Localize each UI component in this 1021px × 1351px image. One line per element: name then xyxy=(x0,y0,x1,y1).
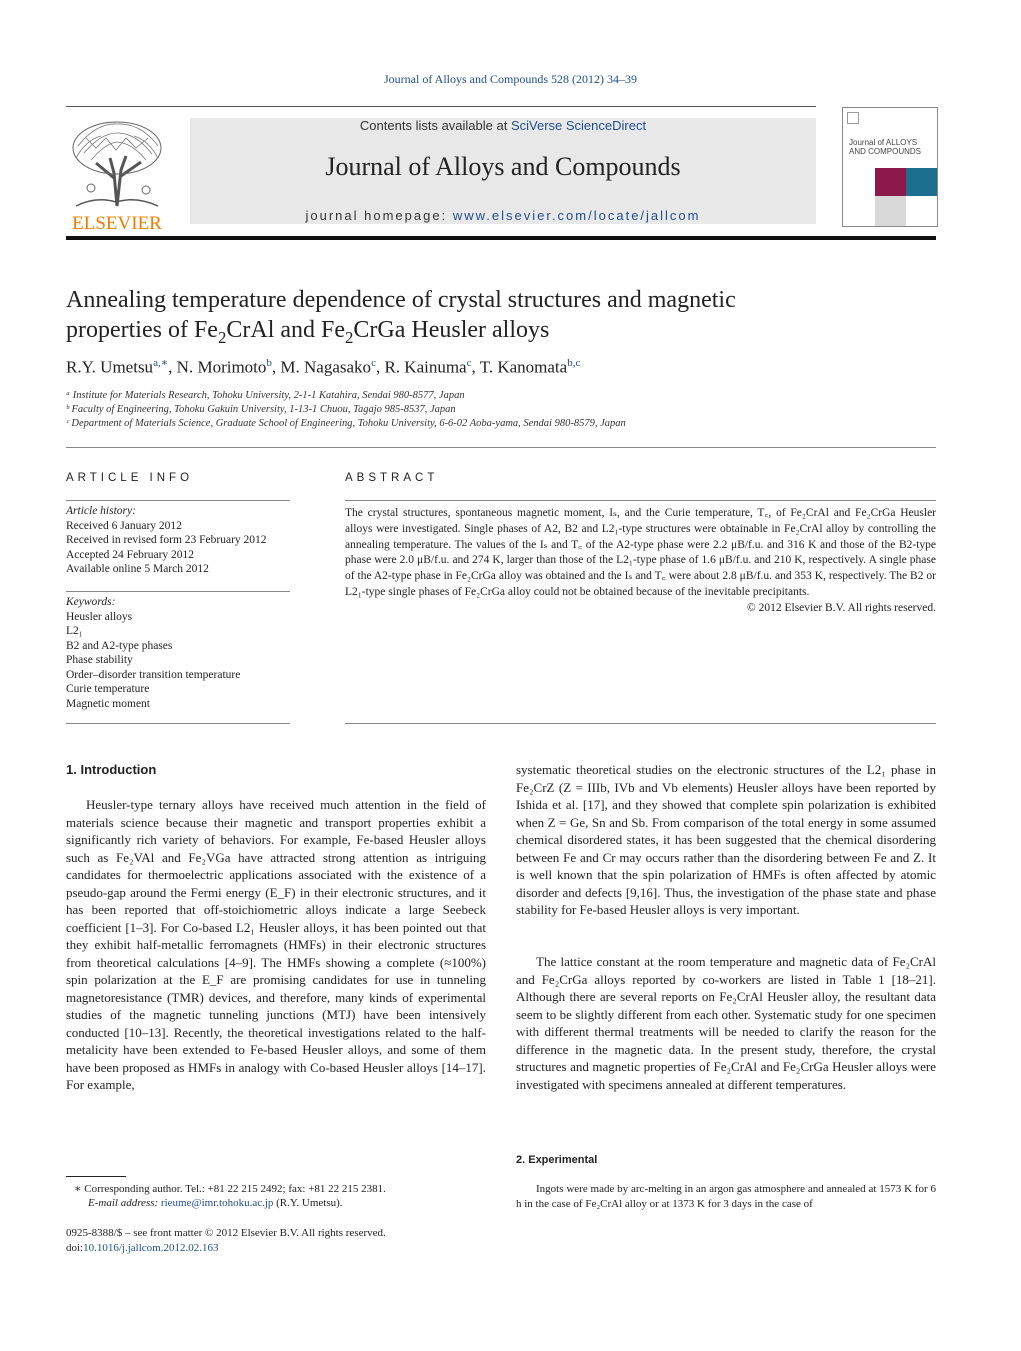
cover-title: Journal of ALLOYS AND COMPOUNDS xyxy=(849,138,922,156)
intro-paragraph: The lattice constant at the room temperature and magnetic data of Fe₂CrAl and Fe₂CrGa alloys reported by co-workers are listed in Table 1 [18–21]. Although there are several reports on Fe₂CrAl Heusler alloy, the resultant data seem to be slightly different from each other. Systematic study for one specimen with different thermal treatments will be needed to clarify the reason for the difference in the magnetic data. In the present study, therefore, the crystal structures and magnetic properties of Fe₂CrAl and Fe₂CrGa Heusler alloys were investigated with specimens annealed at different temperatures. xyxy=(516,954,936,1092)
author-name: R. Kainuma xyxy=(384,357,467,377)
history-item: Received in revised form 23 February 2012 xyxy=(66,534,267,546)
author-affil-link[interactable]: a,∗ xyxy=(153,357,169,369)
keyword: B2 and A2-type phases xyxy=(66,639,173,652)
keyword: Magnetic moment xyxy=(66,697,150,710)
intro-paragraph: Heusler-type ternary alloys have received much attention in the field of materials science because their magnetic and transport properties exhibit a significantly rich variety of behaviors. For example, Fe-based Heusler alloys such as Fe₂VAl and Fe₂VGa have attracted strong attention as intriguing candidates for thermoelectric applications associated with the existence of a pseudo-gap around the Fermi energy (E_F) in their electronic structures, and it has been reported that off-stoichiometric alloys indicate a large Seebeck coefficient [1–3]. For Co-based L2₁ Heusler alloys, it has been pointed out that they exhibit half-metallic ferromagnets (HMFs) in their electronic structures from theoretical calculations [4–9]. The HMFs showing a complete (≈100%) spin polarization at the E_F are promising candidates for use in tunneling magnetoresistance (TMR) devices, and therefore, many kinds of experimental studies of the magnetic tunneling junctions (MTJ) have been intensively conducted [10–13]. Recently, the theoretical investigations related to the half-metalicity have been extended to Fe-based Heusler alloys, and some of them have been proposed as HMFs in analogy with Co-based Heusler alloys [14–17]. For example, xyxy=(66,797,486,1092)
author-affil-link[interactable]: c xyxy=(466,357,472,369)
author-name: R.Y. Umetsu xyxy=(66,357,154,377)
info-rule xyxy=(66,591,290,592)
info-rule xyxy=(66,723,290,724)
author-list: R.Y. Umetsu$^{a,∗}$, N. Morimoto$^b$, M. Nagasako$^c$, R. Kainuma$^c$, T. Kanomata$^{b,c}$ xyxy=(66,357,581,377)
keywords: Keywords: Heusler alloys L2₁ B2 and A2-type phases Phase stability Order–disorder transition temperature Curie temperature Magnetic moment xyxy=(66,595,290,711)
copyright: © 2012 Elsevier B.V. All rights reserved. xyxy=(747,601,936,614)
history-item: Received 6 January 2012 xyxy=(66,519,182,532)
abstract-rule xyxy=(345,500,936,501)
journal-title: Journal of Alloys and Compounds xyxy=(325,152,681,181)
contents-line: Contents lists available at SciVerse ScienceDirect xyxy=(359,118,647,133)
elsevier-logo[interactable] xyxy=(66,118,168,234)
article-title: Annealing temperature dependence of crystal structures and magnetic properties of $Fe_2CrAl$ and $Fe_2CrGa$ Heusler alloys xyxy=(66,287,736,347)
email-link[interactable]: rieume@imr.tohoku.ac.jp xyxy=(160,1197,274,1209)
article-history: Article history: Received 6 January 2012 Received in revised form 23 February 2012 Accepted 24 February 2012 Available online 5 March 2012 xyxy=(66,504,290,577)
author-affil-link[interactable]: c xyxy=(371,357,376,369)
affiliation: ᶜ Department of Materials Science, Graduate School of Engineering, Tohoku University, 6-6-02 Aoba-yama, Sendai 980-8579, Japan xyxy=(66,418,626,429)
journal-homepage: journal homepage: www.elsevier.com/locate/jallcom xyxy=(305,208,701,223)
keyword: Heusler alloys xyxy=(66,610,133,623)
journal-banner xyxy=(190,118,816,224)
journal-cover-thumbnail[interactable] xyxy=(842,107,938,227)
cover-teal-block xyxy=(906,168,937,196)
info-rule xyxy=(66,500,290,501)
experimental-paragraph: Ingots were made by arc-melting in an argon gas atmosphere and annealed at 1573 K for 6 h in the case of Fe₂CrAl alloy or at 1373 K for 3 days in the case of xyxy=(516,1183,936,1210)
section-heading-introduction: 1. Introduction xyxy=(66,762,157,777)
history-item: Available online 5 March 2012 xyxy=(66,563,209,575)
corresponding-author-note: ∗ Corresponding author. Tel.: +81 22 215 2492; fax: +81 22 215 2381. xyxy=(74,1183,386,1195)
keyword: Curie temperature xyxy=(66,683,150,695)
abstract-text: The crystal structures, spontaneous magnetic moment, Iₛ, and the Curie temperature, T꜀, of Fe₂CrAl and Fe₂CrGa Heusler alloys were investigated. Single phases of A2, B2 and L2₁-type structures were obtainable in Fe₂CrAl alloy by controlling the annealing temperature. The values of the Iₛ and T꜀ of the A2-type phase were 2.2 μB/f.u. and 316 K and those of the B2-type phase were 2.0 μB/f.u. and 274 K, larger than those of the L2₁-type phase of 1.6 μB/f.u. and 210 K, respectively. A single phase of the A2-type phase in Fe₂CrGa alloy was obtained and the Iₛ and T꜀ were about 2.8 μB/f.u. and 353 K, respectively. The B2 or L2₁-type single phases of Fe₂CrGa alloy could not be obtained because of the inevitable precipitants. © 2012 Elsevier B.V. All rights reserved. xyxy=(345,506,936,617)
affil-rule xyxy=(66,447,936,448)
author-name: T. Kanomata xyxy=(479,357,568,377)
author-affil-link[interactable]: b,c xyxy=(567,357,581,369)
keyword: Phase stability xyxy=(66,654,133,666)
section-heading-experimental: 2. Experimental xyxy=(516,1154,598,1166)
keyword: Order–disorder transition temperature xyxy=(66,668,241,681)
header-rule xyxy=(66,106,816,107)
abstract-heading: ABSTRACT xyxy=(345,472,439,484)
homepage-link[interactable]: www.elsevier.com/locate/jallcom xyxy=(452,208,701,223)
author-name: M. Nagasako xyxy=(280,357,372,377)
keyword: L2₁ xyxy=(66,625,83,637)
author-affil-link[interactable]: b xyxy=(266,357,272,369)
doi-link[interactable]: 10.1016/j.jallcom.2012.02.163 xyxy=(83,1242,219,1254)
cover-magenta-block xyxy=(875,168,906,196)
intro-paragraph-continued: systematic theoretical studies on the electronic structures of the L2₁ phase in Fe₂CrZ (Z = IIIb, IVb and Vb elements) Heusler alloys have been reported by Ishida et al. [17], and they showed that complete spin polarization is exhibited when Z = Ge, Sn and Sb. From comparison of the total energy in some assumed chemical disordered states, it has been suggested that the chemical disordering between Fe and Cr may occurs rather than the disordering between Fe and Z. It is well known that the spin polarization of HMFs is often affected by atomic disorder and defects [9,16]. Thus, the investigation of the phase state and phase stability for Fe-based Heusler alloys is very important. xyxy=(516,762,936,917)
history-item: Accepted 24 February 2012 xyxy=(66,548,195,561)
email-note: E-mail address: rieume@imr.tohoku.ac.jp (R.Y. Umetsu). xyxy=(88,1197,343,1209)
abstract-rule xyxy=(345,723,936,724)
affiliation: ᵃ Institute for Materials Research, Tohoku University, 2-1-1 Katahira, Sendai 980-8577, Japan xyxy=(66,390,465,401)
article-info-heading: ARTICLE INFO xyxy=(66,472,194,484)
sciencedirect-link[interactable]: SciVerse ScienceDirect xyxy=(510,118,647,133)
issn-line: 0925-8388/$ – see front matter © 2012 Elsevier B.V. All rights reserved. xyxy=(66,1227,386,1239)
header-thick-rule xyxy=(66,236,936,240)
elsevier-tree-icon xyxy=(66,118,168,210)
author-name: N. Morimoto xyxy=(176,357,267,377)
cover-grey-block xyxy=(875,196,906,226)
doi-line: doi:10.1016/j.jallcom.2012.02.163 xyxy=(66,1242,219,1254)
journal-citation[interactable]: Journal of Alloys and Compounds 528 (2012) 34–39 xyxy=(384,72,637,86)
affiliation: ᵇ Faculty of Engineering, Tohoku Gakuin University, 1-13-1 Chuou, Tagajo 985-8537, Japan xyxy=(66,404,456,415)
footnote-rule xyxy=(66,1176,126,1177)
cover-logo-icon xyxy=(847,112,859,124)
elsevier-wordmark: ELSEVIER xyxy=(72,213,162,234)
